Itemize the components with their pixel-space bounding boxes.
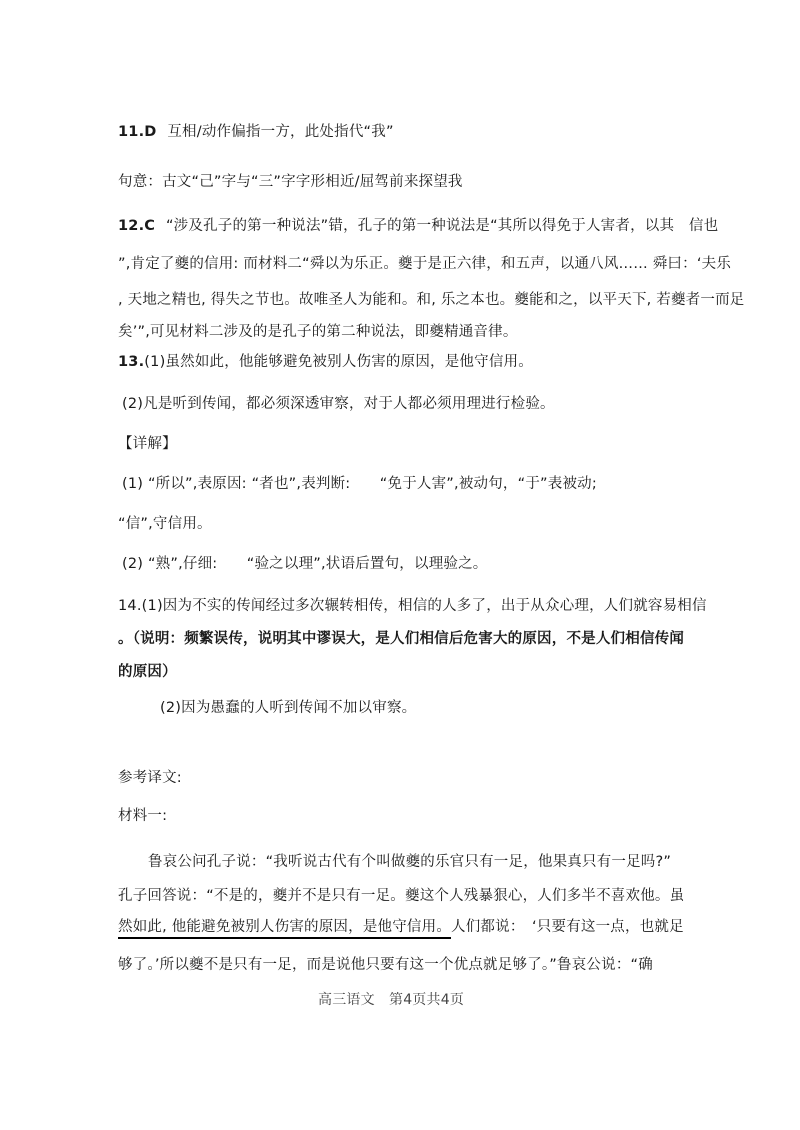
q11-line-1 (118, 122, 394, 142)
translation-line-1: 鲁哀公问孔子说：“我听说古代有个叫做夔的乐官只有一足，他果真只有一足吗?” (148, 854, 672, 870)
q13-number: 13. (118, 354, 145, 370)
q11-line-2: 句意：古文“己”字与“三”字字形相近/屈驾前来探望我 (118, 174, 463, 190)
q12-text: “涉及孔子的第一种说法”错，孔子的第一种说法是“其所以得免于人害者，以其 信也 (165, 218, 719, 234)
translation-line-3-rest: 人们都说： ‘只要有这一点，也就足 (451, 919, 684, 935)
q12-number: 12.C (118, 218, 156, 234)
translation-header: 参考译文: (118, 770, 182, 786)
q12-line-3: , 天地之精也, 得失之节也。故唯圣人为能和。和, 乐之本也。夔能和之，以平天下, 若夔者一而足 (118, 292, 745, 308)
q14-line-2: 。（说明：频繁误传，说明其中谬误大，是人们相信后危害大的原因，不是人们相信传闻 (118, 631, 685, 647)
q13-detail-2: “信”,守信用。 (118, 516, 212, 532)
q14-line-1: 14.(1)因为不实的传闻经过多次辗转相传，相信的人多了，出于从众心理，人们就容易相信 (118, 598, 707, 614)
q12-line-1 (118, 216, 718, 236)
q14-line-3: 的原因） (118, 664, 177, 680)
translation-line-3 (118, 917, 684, 937)
q12-line-2: ”,肯定了夔的信用: 而材料二“舜以为乐正。夔于是正六律，和五声，以通八风…… 舜曰：‘夫乐 (118, 256, 732, 272)
page-footer: 高三语文 第4页共4页 (318, 992, 465, 1008)
q13-text: (1)虽然如此，他能够避免被别人伤害的原因，是他守信用。 (144, 354, 533, 370)
q11-text: 互相/动作偏指一方，此处指代“我” (167, 124, 394, 140)
material-1-label: 材料一: (118, 808, 168, 824)
underlined-phrase: 然如此, 他能避免被别人伤害的原因，是他守信用。 (118, 919, 451, 939)
q11-number: 11.D (118, 124, 157, 140)
q13-line-2: (2)凡是听到传闻，都必须深透审察，对于人都必须用理进行检验。 (122, 396, 555, 412)
q14-line-4: (2)因为愚蠢的人听到传闻不加以审察。 (160, 700, 417, 716)
q13-line-1 (118, 352, 533, 372)
detail-label: 【详解】 (118, 436, 177, 452)
translation-line-4: 够了。’所以夔不是只有一足，而是说他只要有这一个优点就足够了。”鲁哀公说：“确 (118, 957, 653, 973)
translation-line-2: 孔子回答说：“不是的，夔并不是只有一足。夔这个人残暴狠心，人们多半不喜欢他。虽 (118, 888, 685, 904)
q13-detail-1: (1) “所以”,表原因: “者也”,表判断: “免于人害”,被动句，“于”表被动; (122, 476, 597, 492)
q12-line-4: 矣’”,可见材料二涉及的是孔子的第二种说法，即夔精通音律。 (118, 324, 518, 340)
q13-detail-3: (2) “熟”,仔细: “验之以理”,状语后置句，以理验之。 (122, 556, 488, 572)
